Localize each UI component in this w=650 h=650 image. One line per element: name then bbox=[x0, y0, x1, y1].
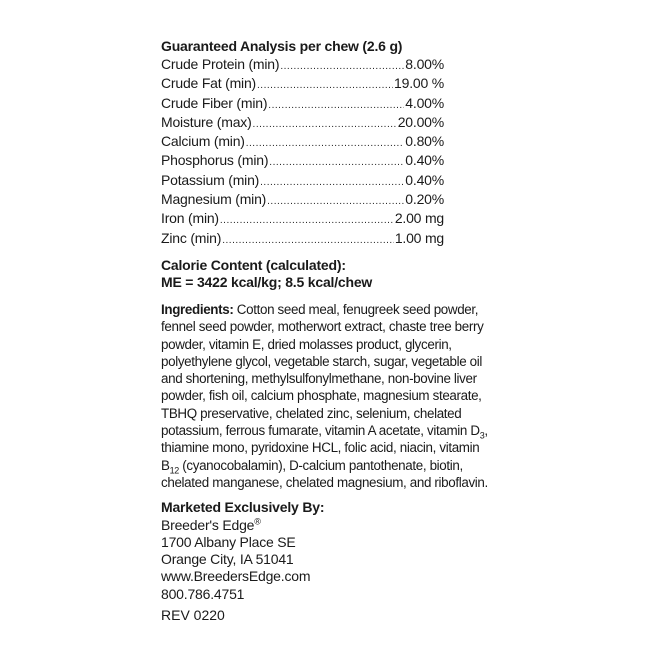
analysis-value: 8.00% bbox=[405, 56, 444, 72]
registered-trademark: ® bbox=[254, 515, 261, 526]
analysis-row bbox=[161, 210, 444, 229]
marketed-by-section bbox=[161, 499, 491, 603]
company-name-text: Breeder's Edge bbox=[161, 516, 255, 533]
dot-leader bbox=[267, 193, 404, 210]
analysis-value: 0.20% bbox=[405, 191, 444, 208]
dot-leader bbox=[268, 97, 404, 114]
guaranteed-analysis-table bbox=[161, 56, 491, 249]
analysis-row bbox=[161, 133, 444, 152]
analysis-value: 1.00 mg bbox=[394, 229, 444, 246]
analysis-name: Phosphorus (min) bbox=[161, 152, 269, 169]
analysis-row bbox=[161, 152, 444, 171]
analysis-value: 20.00% bbox=[397, 113, 444, 130]
analysis-row bbox=[161, 230, 444, 249]
dot-leader bbox=[222, 232, 394, 249]
dot-leader bbox=[260, 174, 404, 191]
address-line-1: 1700 Albany Place SE bbox=[161, 533, 296, 550]
analysis-name: Crude Fat (min) bbox=[161, 75, 257, 92]
analysis-value: 2.00 mg bbox=[394, 210, 444, 227]
analysis-value: 4.00% bbox=[405, 94, 444, 111]
calorie-value: ME = 3422 kcal/kg; 8.5 kcal/chew bbox=[161, 273, 373, 290]
marketed-title: Marketed Exclusively By: bbox=[161, 499, 325, 516]
dot-leader bbox=[257, 77, 393, 94]
dot-leader bbox=[220, 212, 394, 229]
analysis-name: Iron (min) bbox=[161, 210, 219, 227]
analysis-row bbox=[161, 56, 444, 75]
ingredients-section bbox=[161, 301, 491, 491]
analysis-name: Moisture (max) bbox=[161, 113, 252, 130]
calorie-title: Calorie Content (calculated): bbox=[161, 256, 346, 273]
calorie-content bbox=[161, 257, 491, 291]
analysis-value: 0.80% bbox=[405, 133, 444, 150]
company-name bbox=[161, 517, 491, 534]
analysis-row bbox=[161, 75, 444, 94]
website: www.BreedersEdge.com bbox=[161, 568, 311, 585]
ingredients-text-part3: (cyanocobalamin), D-calcium pantothenate, biotin, chelated manganese, chelated magnesium, and riboflavin. bbox=[161, 457, 488, 490]
dot-leader bbox=[280, 58, 404, 75]
analysis-name: Potassium (min) bbox=[161, 171, 260, 188]
dot-leader bbox=[269, 154, 404, 171]
ingredients-subscript-b12: 12 bbox=[169, 465, 179, 476]
analysis-name: Magnesium (min) bbox=[161, 191, 267, 208]
analysis-row bbox=[161, 95, 444, 114]
analysis-row bbox=[161, 114, 444, 133]
analysis-name: Calcium (min) bbox=[161, 133, 245, 150]
analysis-value: 0.40% bbox=[405, 152, 444, 169]
ingredients-text-part2: , thiamine mono, pyridoxine HCL, folic acid, niacin, vitamin B bbox=[161, 423, 488, 473]
analysis-name: Crude Fiber (min) bbox=[161, 94, 268, 111]
dot-leader bbox=[253, 116, 397, 133]
analysis-name: Zinc (min) bbox=[161, 229, 222, 246]
analysis-value: 19.00 % bbox=[394, 75, 444, 92]
analysis-row bbox=[161, 172, 444, 191]
ingredients-text-part1: Cotton seed meal, fenugreek seed powder, fennel seed powder, motherwort extract, chaste tree berry powder, vitamin E, dried molasses product, glycerin, polyethylene glycol, vegetable starch, sugar, vegetable oil and shortening, methylsulfonylmethane, non-bovine liver powder, fish oil, calcium phosphate, magnesium stearate, TBHQ preservative, chelated zinc, selenium, chelated potassium, ferrous fumarate, vitamin A acetate, vitamin D bbox=[161, 301, 484, 439]
dot-leader bbox=[246, 135, 405, 152]
phone-number: 800.786.4751 bbox=[161, 585, 245, 602]
analysis-value: 0.40% bbox=[405, 171, 444, 188]
address-line-2: Orange City, IA 51041 bbox=[161, 551, 294, 568]
ingredients-label: Ingredients: bbox=[161, 301, 234, 317]
guaranteed-analysis-title: Guaranteed Analysis per chew (2.6 g) bbox=[161, 38, 403, 54]
ingredients-subscript-d3: 3 bbox=[479, 430, 485, 441]
analysis-row bbox=[161, 191, 444, 210]
product-label bbox=[161, 38, 491, 624]
analysis-name: Crude Protein (min) bbox=[161, 56, 280, 72]
revision-code: REV 0220 bbox=[161, 607, 225, 624]
